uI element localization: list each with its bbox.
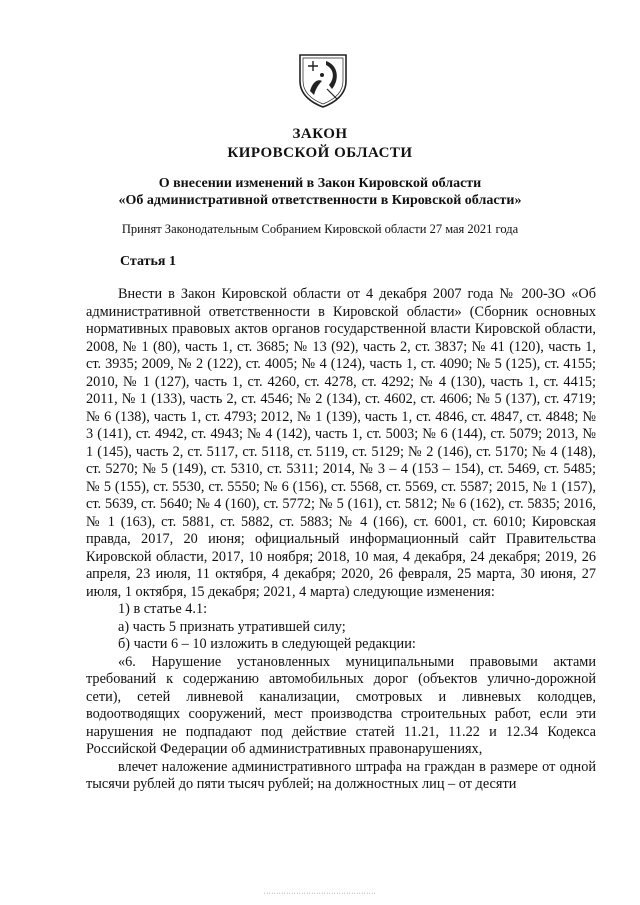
law-title: ЗАКОН: [292, 126, 348, 142]
amendment-item-1: 1) в статье 4.1:: [118, 601, 208, 617]
law-subject-line1: О внесении изменений в Закон Кировской области: [158, 176, 482, 191]
amendment-item-a: а) часть 5 признать утратившей силу;: [118, 618, 346, 635]
coat-of-arms-icon: [296, 51, 350, 109]
adoption-note: Принят Законодательным Собранием Кировской области 27 мая 2021 года: [121, 222, 519, 236]
part-6-paragraph: «6. Нарушение установленных муниципальными правовыми актами требований к содержанию автомобильных дорог (объектов улично-дорожной сети), сетей ливневой канализации, смотровых и ливневых колодцев, водоотводящих сооружений, мест производства строительных работ, если эти нарушения не подпадают под действие статей 11.21, 11.22 и 12.34 Кодекса Российской Федерации об административных правонарушениях,: [86, 653, 596, 757]
article-heading: Статья 1: [120, 254, 176, 269]
article-body: [86, 286, 596, 794]
article-intro-paragraph: Внести в Закон Кировской области от 4 декабря 2007 года № 200-ЗО «Об административной ответственности в Кировской области» (Сборник основных нормативных правовых актов органов государственной власти Кировской области, 2008, № 1 (80), часть 1, ст. 3685; № 13 (92), часть 2, ст. 3837; № 41 (120), часть 1, ст. 3935; 2009, № 2 (122), ст. 4005; № 4 (124), часть 1, ст. 4090; № 5 (125), ст. 4155; 2010, № 1 (127), часть 1, ст. 4260, ст. 4278, ст. 4292; № 4 (130), часть 1, ст. 4415; 2011, № 1 (133), часть 2, ст. 4546; № 2 (134), ст. 4602, ст. 4606; № 5 (137), ст. 4719; № 6 (138), часть 1, ст. 4793; 2012, № 1 (139), часть 1, ст. 4846, ст. 4847, ст. 4848; № 3 (141), ст. 4942, ст. 4943; № 4 (142), часть 1, ст. 5003; № 6 (144), ст. 5079; 2013, № 1 (145), часть 2, ст. 5117, ст. 5118, ст. 5119, ст. 5129; № 2 (146), ст. 5170; № 4 (148), ст. 5270; № 5 (149), ст. 5310, ст. 5311; 2014, № 3 – 4 (153 – 154), ст. 5469, ст. 5485; № 5 (155), ст. 5530, ст. 5550; № 6 (156), ст. 5568, ст. 5569, ст. 5587; 2015, № 1 (157), ст. 5639, ст. 5640; № 4 (160), ст. 5772; № 5 (161), ст. 5812; № 6 (162), ст. 5835; 2016, № 1 (163), ст. 5881, ст. 5882, ст. 5883; № 4 (166), ст. 6001, ст. 6010; Кировская правда, 2017, 20 июня; официальный информационный сайт Правительства Кировской области, 2017, 10 ноября; 2018, 10 мая, 4 декабря, 24 декабря; 2019, 26 апреля, 23 июля, 11 октября, 4 декабря; 2020, 26 февраля, 25 марта, 30 июня, 27 июля, 1 октября, 15 декабря; 2021, 4 марта) следующие изменения:: [86, 286, 596, 600]
law-subject-line2: «Об административной ответственности в Кировской области»: [118, 193, 522, 208]
footer-dots: ·············································: [263, 891, 377, 897]
part-6-penalty-paragraph: влечет наложение административного штрафа на граждан в размере от одной тысячи рублей до пяти тысяч рублей; на должностных лиц – от десяти: [86, 758, 596, 792]
law-region-title: КИРОВСКОЙ ОБЛАСТИ: [227, 145, 413, 161]
amendment-item-b: б) части 6 – 10 изложить в следующей редакции:: [118, 636, 416, 652]
